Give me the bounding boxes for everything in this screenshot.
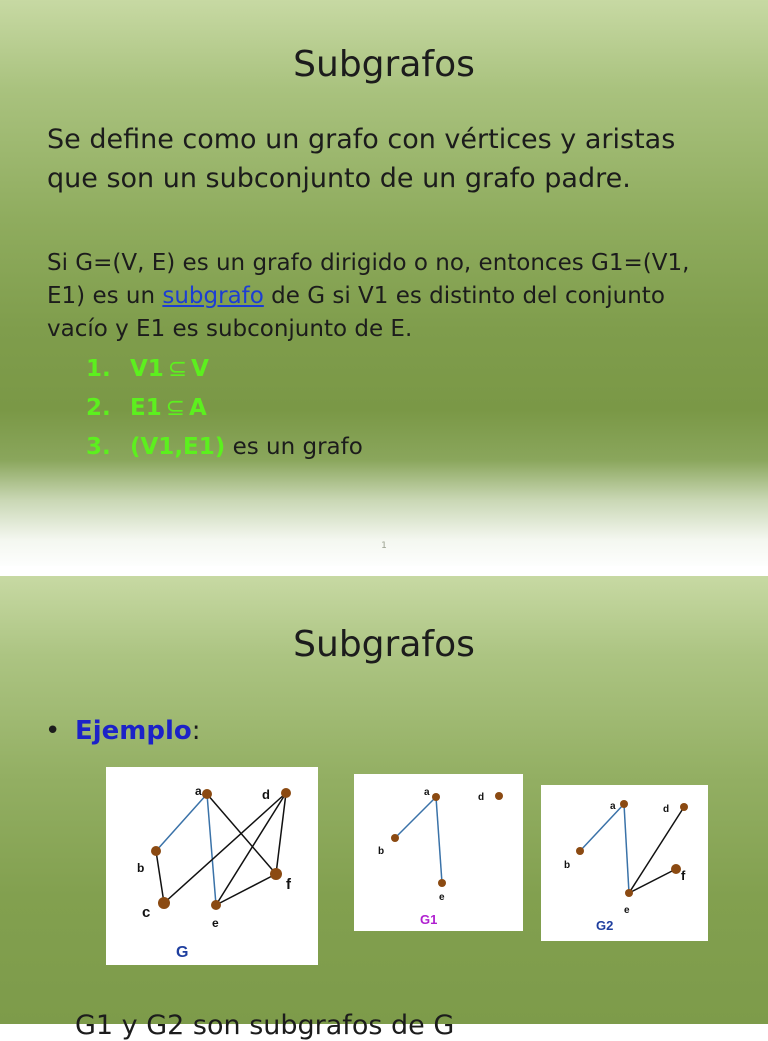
vertex-c [158,897,170,909]
vertex-label: e [624,905,630,916]
vertex-b [151,846,161,856]
edge-d-f [276,793,286,874]
list-number: 1. [86,356,111,382]
vertex-d [281,788,291,798]
list-term: A [189,395,207,421]
example-bullet [45,716,201,746]
slide-title: Subgrafos [293,624,475,665]
list-text: es un grafo [225,434,363,460]
vertex-label: d [478,792,485,803]
edge-a-e [436,797,442,883]
edge-d-e [216,793,286,905]
formal-line-1: Si G=(V, E) es un grafo dirigido o no, entonces G1=(V1, [47,250,690,276]
example-colon: : [191,716,201,746]
graph-label: G1 [420,912,438,927]
vertex-e [625,889,633,897]
definition-paragraph [47,120,737,198]
list-item [86,350,363,389]
graph-label: G [176,944,189,961]
graph-g1 [354,774,523,931]
vertex-label: e [439,892,445,903]
formal-definition-paragraph [47,247,747,346]
list-term: V [191,356,209,382]
vertex-d [680,803,688,811]
conditions-list [86,350,363,467]
definition-line-1: Se define como un grafo con vértices y aristas [47,124,676,155]
subset-symbol: ⊆ [165,395,185,421]
vertex-b [576,847,584,855]
vertex-a [620,800,628,808]
formal-line-2a: E1) es un [47,283,163,309]
graph-g2 [541,785,708,941]
vertex-label: a [610,801,616,812]
vertex-f [671,864,681,874]
vertex-e [211,900,221,910]
bullet-symbol: • [45,716,61,746]
definition-line-2: que son un subconjunto de un grafo padre. [47,163,631,194]
graph-label: G2 [596,918,614,933]
subset-symbol: ⊆ [167,356,188,382]
vertex-label: b [378,846,385,857]
vertex-label: b [564,860,571,871]
vertex-label: a [424,787,430,798]
list-item [86,389,363,428]
list-number: 2. [86,395,111,421]
list-number: 3. [86,434,111,460]
slide-2 [0,576,768,1041]
edge-d-e [629,807,684,893]
formal-line-2b: de G si V1 es distinto del conjunto [263,283,665,309]
example-label: Ejemplo [75,716,192,746]
edge-c-d [164,793,286,903]
vertex-label: f [681,868,686,883]
vertex-label: c [142,904,151,921]
edge-a-b [580,804,624,851]
graph-g [106,767,318,965]
subgrafo-link[interactable]: subgrafo [162,283,264,309]
vertex-a [202,789,212,799]
conclusion-text: G1 y G2 son subgrafos de G [75,1010,455,1041]
edge-a-b [156,794,207,851]
list-term: E1 [130,395,162,421]
slide-title: Subgrafos [293,44,475,85]
graph-g2-panel [541,785,708,941]
list-item [86,428,363,467]
vertex-a [432,793,440,801]
vertex-label: a [195,784,202,798]
list-term: (V1,E1) [130,434,226,460]
page-number: 1 [381,541,387,551]
list-term: V1 [130,356,164,382]
slide-separator [0,566,768,576]
vertex-e [438,879,446,887]
vertex-label: f [286,876,291,893]
vertex-label: e [212,916,219,930]
vertex-b [391,834,399,842]
vertex-label: d [663,804,670,815]
graph-g1-panel [354,774,523,931]
formal-line-3: vacío y E1 es subconjunto de E. [47,316,413,342]
edge-b-c [156,851,164,903]
edge-a-e [624,804,629,893]
edge-a-e [207,794,216,905]
vertex-f [270,868,282,880]
vertex-label: d [262,787,270,802]
vertex-label: b [137,861,145,875]
graph-g-panel [106,767,318,965]
vertex-d [495,792,503,800]
edge-a-b [395,797,436,838]
